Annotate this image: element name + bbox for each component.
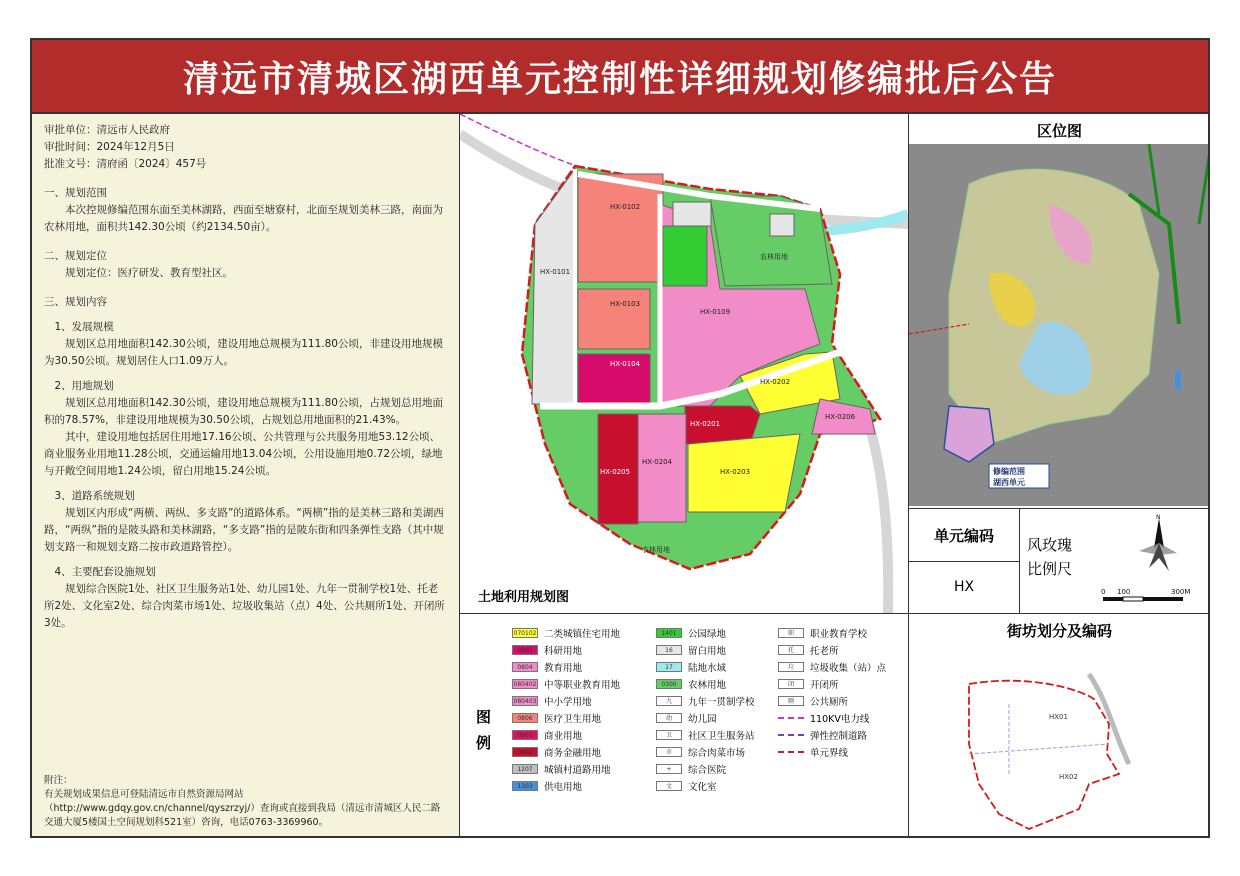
location-map-title: 区位图 bbox=[1036, 122, 1082, 140]
legend-label: 商业用地 bbox=[544, 730, 583, 742]
legend-label: 综合肉菜市场 bbox=[688, 747, 746, 759]
legend-label: 九年一贯制学校 bbox=[688, 696, 755, 708]
legend-item bbox=[778, 658, 886, 675]
legend-label: 公共厕所 bbox=[810, 696, 849, 708]
legend-swatch: 文 bbox=[656, 781, 682, 791]
footnote-line-2: 有关规划成果信息可登陆清远市自然资源局网站 bbox=[44, 789, 244, 800]
legend-line-swatch bbox=[778, 713, 804, 723]
legend-column-2 bbox=[656, 624, 755, 794]
section-3-2-body2: 其中，建设用地包括居住用地17.16公顷、公共管理与公共服务用地53.12公顷、商业服务业用地11.28公顷，交通运输用地13.04公顷，公用设施用地0.72公顷，绿地与开敞空间用地1.24公顷，留白用地15.24公顷。 bbox=[44, 431, 443, 477]
legend-item bbox=[778, 726, 886, 743]
legend-title: 图例 bbox=[476, 708, 492, 752]
legend-item bbox=[512, 675, 620, 692]
legend-swatch: 1303 bbox=[512, 781, 538, 791]
legend-label: 职业教育学校 bbox=[810, 628, 868, 640]
legend-swatch: 卫 bbox=[656, 730, 682, 740]
label-hx0102: HX-0102 bbox=[610, 203, 641, 211]
legend-item bbox=[656, 777, 755, 794]
legend-item bbox=[512, 760, 620, 777]
zone-map-title: 街坊划分及编码 bbox=[1006, 622, 1112, 640]
section-3-3-title: 3、道路系统规划 bbox=[54, 490, 135, 502]
callout-line-1: 修编范围 bbox=[993, 467, 1025, 476]
label-farmland-south: 农林用地 bbox=[642, 546, 670, 554]
section-4-body: 规划综合医院1处、社区卫生服务站1处、幼儿园1处、九年一贯制学校1处、托老所2处、文化室2处、综合肉菜市场1处、垃圾收集站（点）4处、公共厕所1处、开闭所3处。 bbox=[44, 583, 445, 629]
location-map bbox=[909, 144, 1210, 506]
legend-swatch: 0902 bbox=[512, 747, 538, 757]
footnote bbox=[44, 774, 448, 830]
legend-item bbox=[512, 709, 620, 726]
legend-label: 开闭所 bbox=[810, 679, 839, 691]
legend-label: 城镇村道路用地 bbox=[544, 764, 611, 776]
zone-map bbox=[909, 644, 1210, 838]
unit-code-value: HX bbox=[909, 561, 1020, 613]
right-column bbox=[908, 114, 1210, 838]
legend-swatch: 厕 bbox=[778, 696, 804, 706]
label-hx0205: HX-0205 bbox=[600, 468, 631, 476]
legend-swatch: 0804 bbox=[512, 662, 538, 672]
map-label: 土地利用规划图 bbox=[478, 590, 570, 605]
title-bar bbox=[32, 40, 1208, 114]
legend-item bbox=[512, 692, 620, 709]
legend-swatch: 1207 bbox=[512, 764, 538, 774]
label-hx0203: HX-0203 bbox=[720, 468, 751, 476]
legend-label: 文化室 bbox=[688, 781, 717, 793]
legend-column-1 bbox=[512, 624, 620, 794]
legend-item bbox=[512, 624, 620, 641]
section-3-1-body: 规划区总用地面积142.30公顷，建设用地总规模为111.80公顷，非建设用地规模为30.50公顷。规划居住人口1.09万人。 bbox=[44, 338, 443, 367]
legend-item bbox=[512, 777, 620, 794]
legend-label: 中等职业教育用地 bbox=[544, 679, 621, 691]
location-map-svg bbox=[909, 144, 1210, 506]
legend-swatch: 市 bbox=[656, 747, 682, 757]
legend-label: 商务金融用地 bbox=[544, 747, 602, 759]
legend-item bbox=[656, 658, 755, 675]
legend-swatch: 080402 bbox=[513, 680, 537, 688]
legend-label: 农林用地 bbox=[688, 679, 727, 691]
legend-item bbox=[512, 743, 620, 760]
svg-text:N: N bbox=[1156, 514, 1161, 521]
zone-hx02: HX02 bbox=[1059, 773, 1078, 781]
legend-swatch: 闭 bbox=[778, 679, 804, 689]
legend-item bbox=[656, 709, 755, 726]
legend-swatch: 0803 bbox=[512, 645, 538, 655]
label-hx0101: HX-0101 bbox=[540, 268, 571, 276]
legend-swatch: 0901 bbox=[512, 730, 538, 740]
legend-swatch: 职 bbox=[778, 628, 804, 638]
scale-100: 100 bbox=[1117, 588, 1131, 596]
legend-item bbox=[778, 709, 886, 726]
legend-label: 留白用地 bbox=[688, 645, 727, 657]
unit-code-grid bbox=[909, 508, 1210, 614]
scale-bar bbox=[1099, 585, 1199, 607]
legend-label: 公园绿地 bbox=[688, 628, 727, 640]
legend-line-swatch bbox=[778, 747, 804, 757]
wind-rose-icon bbox=[1119, 513, 1199, 583]
legend-label: 教育用地 bbox=[544, 662, 583, 674]
legend-label: 中小学用地 bbox=[544, 696, 592, 708]
legend-swatch: 080403 bbox=[513, 697, 537, 705]
label-farmland: 农林用地 bbox=[760, 253, 788, 261]
label-hx0202: HX-0202 bbox=[760, 378, 791, 386]
section-3-1-title: 1、发展规模 bbox=[54, 321, 114, 333]
land-use-map bbox=[460, 114, 908, 614]
legend-item bbox=[656, 675, 755, 692]
legend-swatch: 16 bbox=[656, 645, 682, 655]
notice-board bbox=[30, 38, 1210, 838]
legend-item bbox=[778, 692, 886, 709]
footnote-line-1: 附注： bbox=[44, 775, 73, 786]
legend-item bbox=[778, 743, 886, 760]
legend-swatch: 1401 bbox=[656, 628, 682, 638]
legend-item bbox=[512, 658, 620, 675]
section-2-title: 二、规划定位 bbox=[44, 250, 107, 262]
legend-item bbox=[512, 726, 620, 743]
legend-label: 二类城镇住宅用地 bbox=[544, 628, 621, 640]
legend-label: 供电用地 bbox=[544, 781, 583, 793]
section-1-title: 一、规划范围 bbox=[44, 187, 107, 199]
legend-label: 110KV电力线 bbox=[810, 713, 870, 725]
legend-item bbox=[656, 760, 755, 777]
scale-0: 0 bbox=[1101, 588, 1106, 596]
legend-label: 社区卫生服务站 bbox=[688, 730, 755, 742]
legend-line-swatch bbox=[778, 730, 804, 740]
label-hx0109: HX-0109 bbox=[700, 308, 731, 316]
legend-label: 托老所 bbox=[810, 645, 839, 657]
legend-swatch: 幼 bbox=[656, 713, 682, 723]
legend-item bbox=[656, 726, 755, 743]
legend-label: 垃圾收集（站）点 bbox=[810, 662, 887, 674]
legend-label: 弹性控制道路 bbox=[810, 730, 868, 742]
legend-item bbox=[512, 641, 620, 658]
doc-number: 批准文号：清府函〔2024〕457号 bbox=[44, 158, 207, 170]
rose-label: 风玫瑰 比例尺 bbox=[1027, 536, 1073, 578]
label-hx0103: HX-0103 bbox=[610, 300, 641, 308]
footnote-line-4: 交通大厦5楼国土空间规划科521室）咨询，电话0763-3369960。 bbox=[44, 817, 329, 828]
footnote-line-3: （http://www.gdqy.gov.cn/channel/qyszrzyj/）查询或直接到我局（清远市清城区人民二路 bbox=[44, 803, 441, 814]
approve-time: 审批时间：2024年12月5日 bbox=[44, 141, 175, 153]
section-4-title: 4、主要配套设施规划 bbox=[54, 566, 156, 578]
legend-label: 科研用地 bbox=[544, 645, 583, 657]
legend-item bbox=[778, 624, 886, 641]
label-hx0206: HX-0206 bbox=[825, 413, 856, 421]
legend-swatch: 17 bbox=[656, 662, 682, 672]
legend-item bbox=[778, 675, 886, 692]
section-3-title: 三、规划内容 bbox=[44, 296, 107, 308]
section-3-2-body: 规划区总用地面积142.30公顷，建设用地总规模为111.80公顷，占规划总用地面积的78.57%，非建设用地规模为30.50公顷，占规划总用地面积的21.43%。 bbox=[44, 397, 443, 426]
legend-item bbox=[656, 743, 755, 760]
approver: 审批单位：清远市人民政府 bbox=[44, 124, 170, 136]
label-hx0204: HX-0204 bbox=[642, 458, 673, 466]
legend-item bbox=[656, 624, 755, 641]
zone-hx01: HX01 bbox=[1049, 713, 1068, 721]
legend-label: 陆地水域 bbox=[688, 662, 727, 674]
legend-item bbox=[656, 692, 755, 709]
legend-swatch: 九 bbox=[656, 696, 682, 706]
legend-label: 幼儿园 bbox=[688, 713, 717, 725]
legend-swatch: 0806 bbox=[512, 713, 538, 723]
scale-300: 300M bbox=[1171, 588, 1191, 596]
legend-swatch: + bbox=[656, 764, 682, 774]
section-2-body: 规划定位：医疗研发、教育型社区。 bbox=[65, 267, 233, 279]
section-1-body: 本次控规修编范围东面至美林湖路，西面至塘寮村，北面至规划美林三路，南面为农林用地，面积共142.30公顷（约2134.50亩）。 bbox=[44, 204, 443, 233]
legend-item bbox=[656, 641, 755, 658]
zone-map-svg bbox=[909, 644, 1210, 838]
label-hx0201: HX-0201 bbox=[690, 420, 721, 428]
legend-label: 医疗卫生用地 bbox=[544, 713, 602, 725]
legend-item bbox=[778, 641, 886, 658]
legend-swatch: 托 bbox=[778, 645, 804, 655]
legend-column-3 bbox=[778, 624, 886, 760]
unit-code-label: 单元编码 bbox=[909, 509, 1020, 562]
text-panel bbox=[32, 114, 460, 838]
legend-swatch: 070102 bbox=[513, 629, 537, 637]
callout-line-2: 湖西单元 bbox=[993, 478, 1025, 487]
legend bbox=[460, 614, 908, 838]
land-use-map-svg bbox=[460, 114, 908, 614]
page-title: 清远市清城区湖西单元控制性详细规划修编批后公告 bbox=[182, 58, 1057, 100]
legend-swatch: 垃 bbox=[778, 662, 804, 672]
legend-label: 综合医院 bbox=[688, 764, 727, 776]
label-hx0104: HX-0104 bbox=[610, 360, 641, 368]
section-3-3-body: 规划区内形成“两横、两纵、多支路”的道路体系。“两横”指的是美林三路和美湖西路，“两纵”指的是陂头路和美林湖路，“多支路”指的是陂东街和四条弹性支路（其中规划支路一和规划支路二按市政道路管控）。 bbox=[44, 507, 444, 553]
section-3-2-title: 2、用地规划 bbox=[54, 380, 114, 392]
legend-swatch: 0300 bbox=[656, 679, 682, 689]
legend-label: 单元界线 bbox=[810, 747, 849, 759]
